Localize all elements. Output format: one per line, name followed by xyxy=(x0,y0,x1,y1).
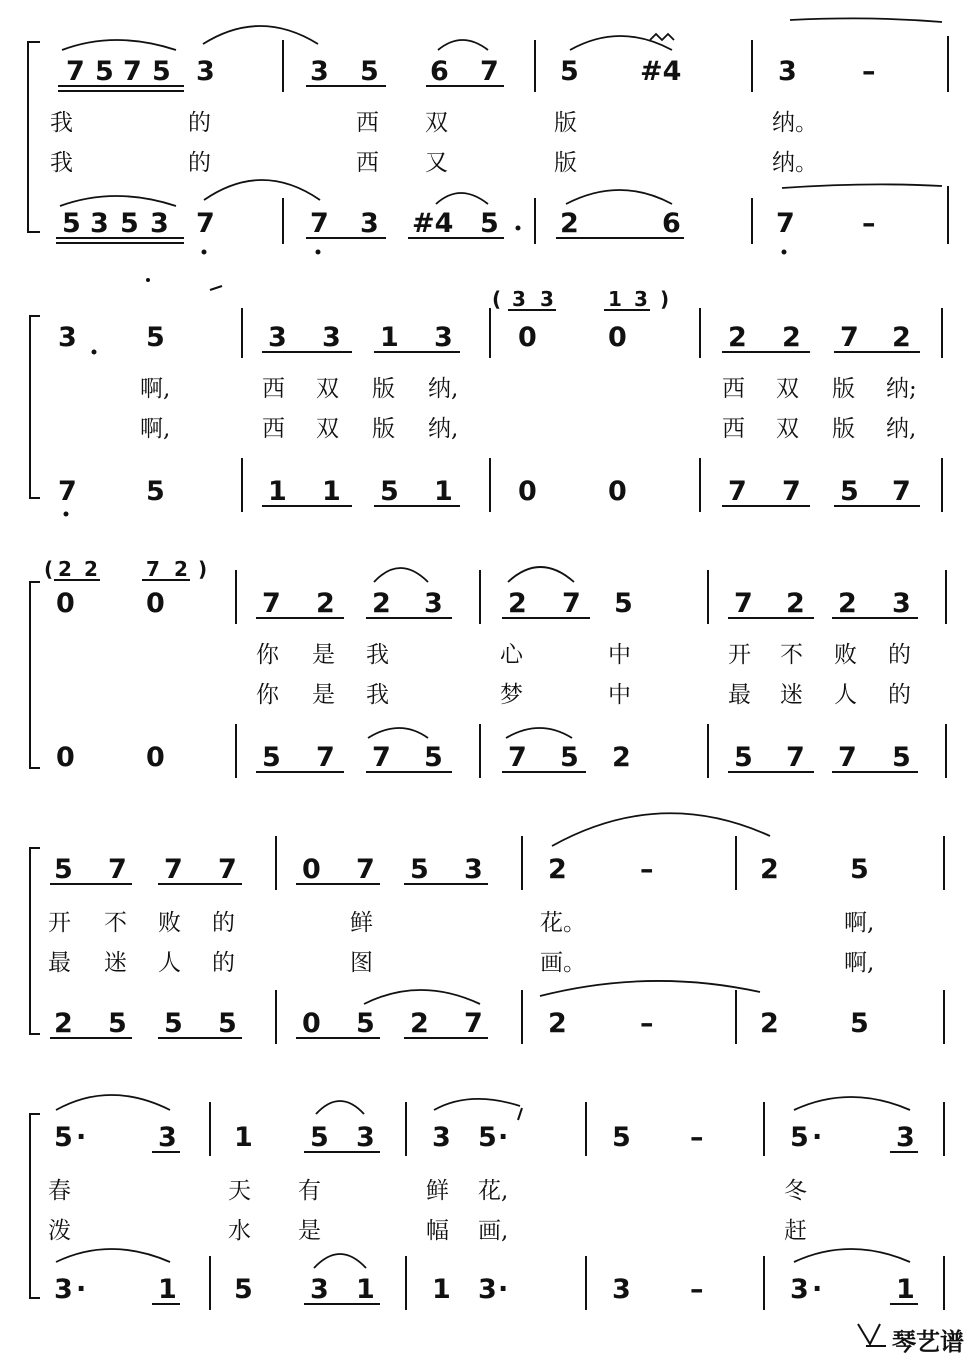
lyric: 的 xyxy=(212,910,235,936)
note: 3 xyxy=(464,854,483,885)
note: 5 xyxy=(310,1122,329,1153)
note: 3 xyxy=(478,1274,497,1305)
note: 7 xyxy=(562,588,581,619)
slur xyxy=(364,990,480,1004)
paren: ( xyxy=(44,557,54,581)
dot xyxy=(516,226,521,231)
note: 0 xyxy=(608,476,627,507)
note: 5 xyxy=(612,1122,631,1153)
note: 5 xyxy=(380,476,399,507)
slur xyxy=(374,568,428,582)
lyric: 冬 xyxy=(784,1178,807,1204)
lyric: 啊, xyxy=(844,950,875,976)
note: 3 xyxy=(356,1122,375,1153)
note: 1 xyxy=(432,1274,451,1305)
note: 0 xyxy=(608,322,627,353)
lyric: 纳, xyxy=(428,416,459,442)
lyric: 人 xyxy=(158,950,181,976)
slur xyxy=(540,981,760,996)
lyric: 迷 xyxy=(104,950,127,976)
note: 2 xyxy=(508,588,527,619)
note: 5 xyxy=(360,56,379,87)
note: 5 xyxy=(356,1008,375,1039)
system-2 xyxy=(30,278,942,517)
mark xyxy=(146,278,150,282)
note: 2 xyxy=(54,1008,73,1039)
note: 3 xyxy=(892,588,911,619)
slur xyxy=(794,1097,910,1110)
slur xyxy=(794,1249,910,1262)
lyric: 版 xyxy=(554,110,577,136)
lyric: 双 xyxy=(776,376,799,402)
note: 7 xyxy=(310,208,329,239)
lyric: 心 xyxy=(500,642,523,668)
lyric: 的 xyxy=(212,950,235,976)
paren: ) xyxy=(660,287,670,311)
note: 5 xyxy=(850,1008,869,1039)
paren: ( xyxy=(492,287,502,311)
lyric: 开 xyxy=(48,910,71,936)
note: 2 xyxy=(174,557,188,581)
lyric: 败 xyxy=(834,642,857,668)
note: 7 xyxy=(372,742,391,773)
note: 5 xyxy=(790,1122,809,1153)
note: 3 xyxy=(634,287,648,311)
lyric: 版 xyxy=(832,376,855,402)
note: 7 xyxy=(782,476,801,507)
lyric: 最 xyxy=(728,682,751,708)
lyric: 不 xyxy=(104,910,127,936)
note: 7 xyxy=(508,742,527,773)
note: 7 xyxy=(734,588,753,619)
note: 0 xyxy=(146,742,165,773)
note: 0 xyxy=(56,742,75,773)
note: 5 xyxy=(424,742,443,773)
lyric: 纳, xyxy=(428,376,459,402)
system-brace xyxy=(30,848,40,1034)
note: 3 xyxy=(778,56,797,87)
note: 2 xyxy=(838,588,857,619)
slur xyxy=(782,184,942,188)
note: 2 xyxy=(782,322,801,353)
note: 6 xyxy=(430,56,449,87)
lyric: 你 xyxy=(256,642,279,668)
lyric: 版 xyxy=(372,376,395,402)
lyric: 春 xyxy=(48,1178,71,1204)
note: 7 xyxy=(58,476,77,507)
lyric: 开 xyxy=(728,642,751,668)
lyric: 中 xyxy=(608,642,631,668)
lyric: 版 xyxy=(554,150,577,176)
note: 5 xyxy=(108,1008,127,1039)
note: 5 xyxy=(95,56,114,87)
note: · xyxy=(812,1122,823,1153)
lyric: 图 xyxy=(350,950,373,976)
slur xyxy=(316,1101,364,1114)
note: 2 xyxy=(760,854,779,885)
note: 7 xyxy=(196,208,215,239)
octave-dot xyxy=(64,512,69,517)
note: 5 xyxy=(478,1122,497,1153)
lyric: 版 xyxy=(372,416,395,442)
note: 1 xyxy=(434,476,453,507)
note: 1 xyxy=(268,476,287,507)
note: · xyxy=(76,1122,87,1153)
note: 7 xyxy=(164,854,183,885)
octave-dot xyxy=(316,250,321,255)
lyric: 泼 xyxy=(48,1218,71,1244)
note: 7 xyxy=(480,56,499,87)
note: 2 xyxy=(760,1008,779,1039)
note: 1 xyxy=(608,287,622,311)
lyric: 的 xyxy=(188,110,211,136)
logo-icon xyxy=(858,1324,886,1346)
lyric: 画, xyxy=(478,1218,509,1244)
dot xyxy=(92,350,97,355)
note: 1 xyxy=(380,322,399,353)
note: 3 xyxy=(150,208,169,239)
lyric: 的 xyxy=(188,150,211,176)
note: 2 xyxy=(786,588,805,619)
slur xyxy=(434,1099,520,1110)
lyric: 花。 xyxy=(540,910,586,936)
octave-dot xyxy=(782,250,787,255)
system-brace xyxy=(30,316,40,498)
system-brace xyxy=(30,582,40,768)
note: 3 xyxy=(896,1122,915,1153)
slur xyxy=(570,36,672,50)
note: 2 xyxy=(548,1008,567,1039)
lyric: 花, xyxy=(478,1178,509,1204)
lyric: 我 xyxy=(366,642,389,668)
note: 2 xyxy=(410,1008,429,1039)
note: 2 xyxy=(612,742,631,773)
slur xyxy=(506,728,572,738)
slur xyxy=(368,728,428,738)
lyric: 水 xyxy=(228,1218,251,1244)
note: 5 xyxy=(560,742,579,773)
note: 7 xyxy=(146,557,160,581)
lyric: 梦 xyxy=(500,682,523,708)
note: 5 xyxy=(146,476,165,507)
lyric: 纳。 xyxy=(772,110,818,136)
note: 7 xyxy=(728,476,747,507)
note: 7 xyxy=(838,742,857,773)
lyric: 西 xyxy=(722,416,745,442)
note: 3 xyxy=(322,322,341,353)
note: 5 xyxy=(892,742,911,773)
note: 3 xyxy=(512,287,526,311)
note: 5 xyxy=(850,854,869,885)
lyric: 是 xyxy=(312,682,335,708)
ornament-icon xyxy=(650,34,674,40)
lyric: 啊, xyxy=(844,910,875,936)
note: 7 xyxy=(786,742,805,773)
note: 5 xyxy=(218,1008,237,1039)
note: 7 xyxy=(108,854,127,885)
note: #4 xyxy=(640,56,682,87)
lyric: 西 xyxy=(356,150,379,176)
slur xyxy=(62,40,176,50)
note: 2 xyxy=(372,588,391,619)
note: 1 xyxy=(896,1274,915,1305)
note: 2 xyxy=(316,588,335,619)
note: 7 xyxy=(262,588,281,619)
note: 3 xyxy=(612,1274,631,1305)
lyric: 西 xyxy=(722,376,745,402)
lyric: 西 xyxy=(262,416,285,442)
slur xyxy=(552,813,770,846)
slur xyxy=(508,567,574,582)
note: – xyxy=(640,854,654,885)
note: 0 xyxy=(518,322,537,353)
note: 0 xyxy=(146,588,165,619)
slur xyxy=(438,40,488,50)
slur xyxy=(203,26,318,44)
note: 5 xyxy=(734,742,753,773)
note: · xyxy=(76,1274,87,1305)
slur xyxy=(56,1249,170,1262)
note: 0 xyxy=(302,854,321,885)
lyric: 迷 xyxy=(780,682,803,708)
slur xyxy=(56,1095,170,1110)
lyric: 西 xyxy=(356,110,379,136)
lyric: 画。 xyxy=(540,950,586,976)
lyric: 纳; xyxy=(886,376,917,402)
slur xyxy=(314,1254,366,1268)
note: 7 xyxy=(66,56,85,87)
note: 6 xyxy=(662,208,681,239)
note: 5 xyxy=(152,56,171,87)
lyric: 双 xyxy=(316,416,339,442)
note: 3 xyxy=(540,287,554,311)
note: 3 xyxy=(310,56,329,87)
note: 5 xyxy=(234,1274,253,1305)
note: 5 xyxy=(410,854,429,885)
note: 2 xyxy=(728,322,747,353)
note: 3 xyxy=(196,56,215,87)
note: 5 xyxy=(146,322,165,353)
note: 5 xyxy=(560,56,579,87)
paren: ) xyxy=(198,557,208,581)
lyric: 你 xyxy=(256,682,279,708)
note: 3 xyxy=(360,208,379,239)
lyric: 中 xyxy=(608,682,631,708)
lyric: 的 xyxy=(888,642,911,668)
lyric: 的 xyxy=(888,682,911,708)
lyric: 败 xyxy=(158,910,181,936)
watermark-text: 琴艺谱 xyxy=(892,1328,964,1356)
note: 3 xyxy=(432,1122,451,1153)
note: 7 xyxy=(464,1008,483,1039)
note: 3 xyxy=(54,1274,73,1305)
lyric: 有 xyxy=(298,1178,321,1204)
lyric: 我 xyxy=(366,682,389,708)
lyric: 幅 xyxy=(426,1218,449,1244)
note: 7 xyxy=(218,854,237,885)
note: · xyxy=(498,1122,509,1153)
note: 5 xyxy=(54,1122,73,1153)
note: 3 xyxy=(790,1274,809,1305)
note: 2 xyxy=(560,208,579,239)
note: 2 xyxy=(892,322,911,353)
lyric: 最 xyxy=(48,950,71,976)
note: 5 xyxy=(480,208,499,239)
note: 3 xyxy=(310,1274,329,1305)
note: 7 xyxy=(776,208,795,239)
note: 1 xyxy=(322,476,341,507)
note: 2 xyxy=(548,854,567,885)
note: 3 xyxy=(158,1122,177,1153)
note: 7 xyxy=(840,322,859,353)
lyric: 是 xyxy=(298,1218,321,1244)
lyric: 啊, xyxy=(140,416,171,442)
note: 3 xyxy=(434,322,453,353)
note: 1 xyxy=(356,1274,375,1305)
slur xyxy=(436,193,488,204)
lyric: 我 xyxy=(50,150,73,176)
note: 3 xyxy=(58,322,77,353)
octave-dot xyxy=(202,250,207,255)
note: 2 xyxy=(84,557,98,581)
note: 3 xyxy=(268,322,287,353)
lyric: 鲜 xyxy=(350,910,373,936)
lyric: 人 xyxy=(834,682,857,708)
note: 3 xyxy=(424,588,443,619)
lyric: 双 xyxy=(425,110,448,136)
system-3 xyxy=(30,557,946,778)
system-1 xyxy=(28,18,948,254)
note: 7 xyxy=(316,742,335,773)
note: 1 xyxy=(234,1122,253,1153)
note: – xyxy=(690,1274,704,1305)
note: 5 xyxy=(62,208,81,239)
note: – xyxy=(690,1122,704,1153)
slur xyxy=(204,180,320,200)
note: 5 xyxy=(262,742,281,773)
slur xyxy=(566,190,672,204)
note: 7 xyxy=(892,476,911,507)
lyric: 天 xyxy=(228,1178,251,1204)
lyric: 又 xyxy=(425,150,448,176)
lyric: 双 xyxy=(316,376,339,402)
lyric: 鲜 xyxy=(426,1178,449,1204)
lyric: 双 xyxy=(776,416,799,442)
slur xyxy=(60,196,176,206)
breath-mark xyxy=(518,1108,522,1120)
lyric: 赶 xyxy=(784,1218,807,1244)
note: 5 xyxy=(120,208,139,239)
lyric: 纳, xyxy=(886,416,917,442)
note: 0 xyxy=(302,1008,321,1039)
lyric: 我 xyxy=(50,110,73,136)
lyric: 是 xyxy=(312,642,335,668)
note: 5 xyxy=(840,476,859,507)
note: 5 xyxy=(54,854,73,885)
lyric: 不 xyxy=(780,642,803,668)
note: 1 xyxy=(158,1274,177,1305)
note: · xyxy=(812,1274,823,1305)
system-4 xyxy=(30,813,944,1044)
note: – xyxy=(862,56,876,87)
note: 5 xyxy=(164,1008,183,1039)
lyric: 西 xyxy=(262,376,285,402)
note: #4 xyxy=(412,208,454,239)
note: 5 xyxy=(614,588,633,619)
lyric: 纳。 xyxy=(772,150,818,176)
watermark xyxy=(858,1324,964,1356)
note: 7 xyxy=(356,854,375,885)
note: · xyxy=(498,1274,509,1305)
system-5 xyxy=(30,1095,944,1310)
lyric: 啊, xyxy=(140,376,171,402)
system-brace xyxy=(28,42,40,232)
note: 0 xyxy=(518,476,537,507)
lyric: 版 xyxy=(832,416,855,442)
note: – xyxy=(862,208,876,239)
note: 3 xyxy=(90,208,109,239)
note: 7 xyxy=(123,56,142,87)
note: 0 xyxy=(56,588,75,619)
note: 2 xyxy=(58,557,72,581)
system-brace xyxy=(30,1114,40,1298)
slur xyxy=(790,18,942,22)
mark xyxy=(210,286,222,290)
note: – xyxy=(640,1008,654,1039)
